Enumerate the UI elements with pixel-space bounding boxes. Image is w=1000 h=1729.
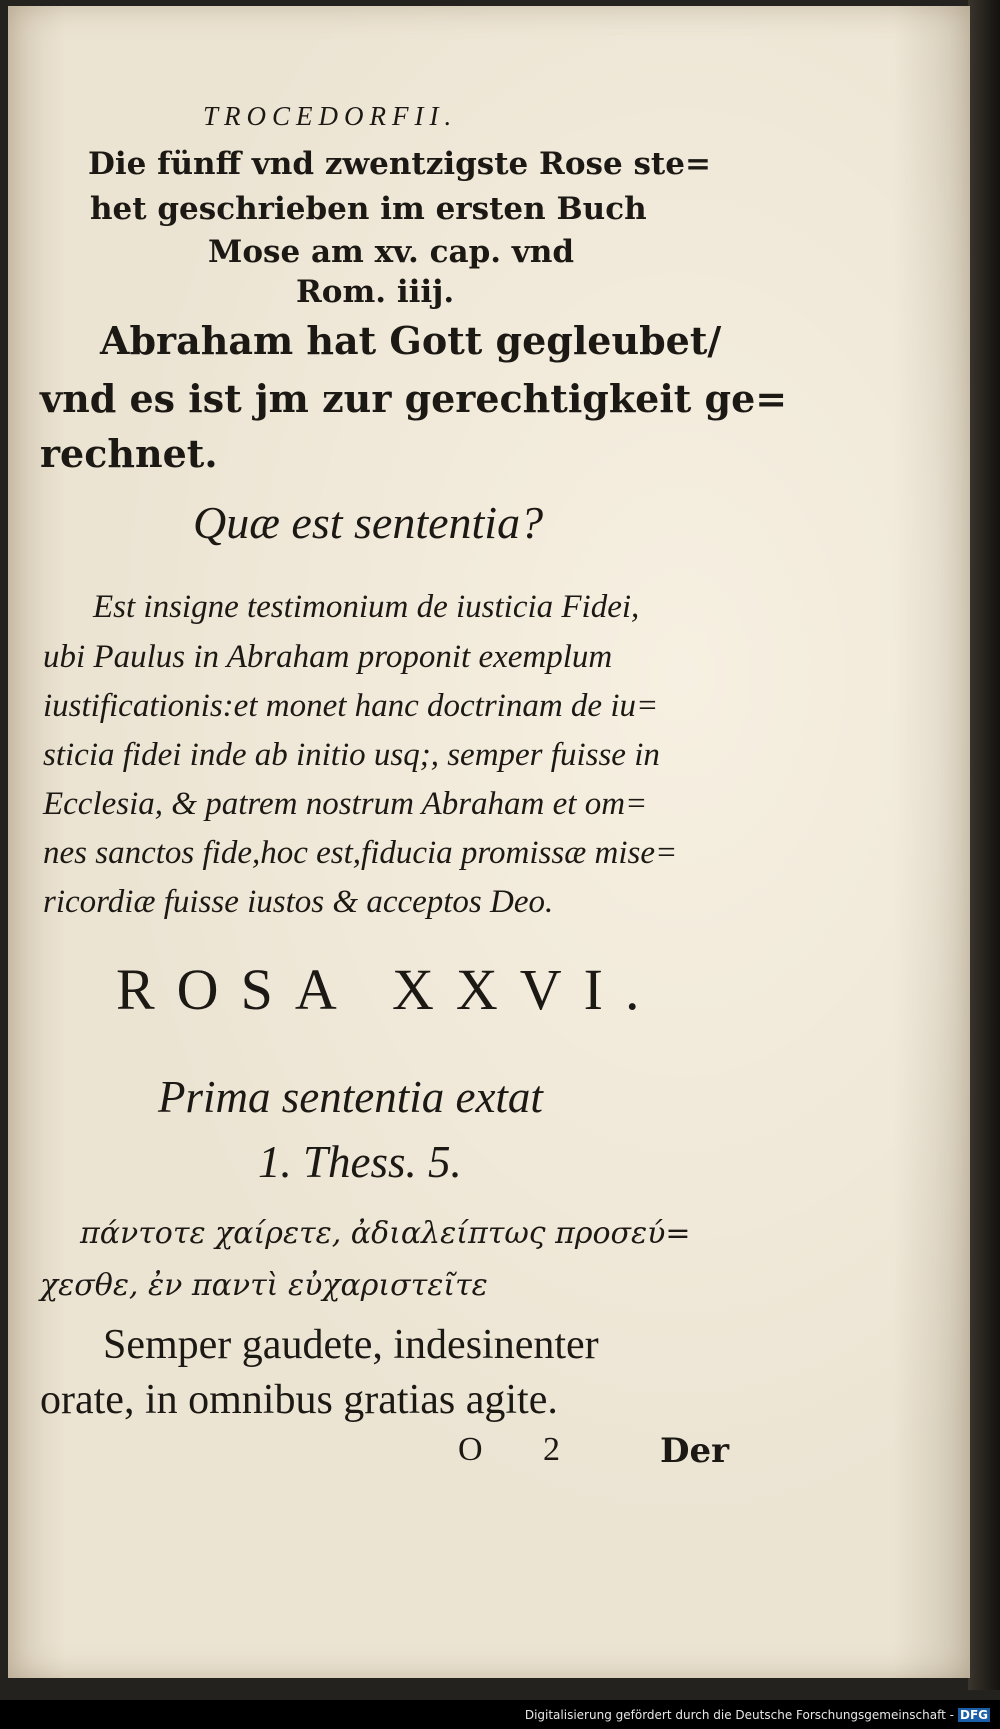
heading-line-2: het geschrieben im ersten Buch: [90, 191, 647, 227]
latin-line-5: Ecclesia, & patrem nostrum Abraham et om=: [43, 786, 648, 822]
question-heading: Quæ est sententia?: [193, 497, 544, 548]
signature-mark: O 2: [458, 1431, 587, 1468]
page-text: [8, 6, 970, 1678]
greek-line-1: πάντοτε χαίρετε, ἀδιαλείπτως προσεύ=: [80, 1216, 691, 1251]
latin-line-3: iustificationis:et monet hanc doctrinam de iu=: [43, 688, 659, 724]
prima-line-2: 1. Thess. 5.: [258, 1137, 462, 1187]
heading-line-4: Rom. iiij.: [296, 274, 455, 310]
latin-line-6: nes sanctos fide,hoc est,fiducia promissæ mise=: [43, 835, 678, 871]
dfg-logo: DFG: [959, 1708, 988, 1722]
latin-line-7: ricordiæ fuisse iustos & acceptos Deo.: [43, 884, 554, 920]
book-binding-edge: [968, 0, 1000, 1690]
running-head: TROCEDORFII.: [203, 101, 458, 131]
latin-line-2: ubi Paulus in Abraham proponit exemplum: [43, 639, 613, 675]
verse-line-2: vnd es ist jm zur gerechtigkeit ge=: [40, 376, 788, 421]
verse-line-1: Abraham hat Gott gegleubet/: [100, 318, 722, 363]
prima-line-1: Prima sententia extat: [158, 1072, 543, 1122]
latin-line-1: Est insigne testimonium de iusticia Fidei,: [93, 589, 640, 625]
footer-credit: [525, 1708, 990, 1722]
catchword: Der: [660, 1431, 730, 1471]
rosa-title: ROSA XXVI.: [116, 957, 662, 1022]
book-page: [8, 6, 970, 1678]
heading-line-1: Die fünff vnd zwentzigste Rose ste=: [88, 146, 711, 182]
semper-line-2: orate, in omnibus gratias agite.: [40, 1377, 558, 1423]
footer-bar: [0, 1700, 1000, 1729]
heading-line-3: Mose am xv. cap. vnd: [208, 234, 575, 270]
greek-line-2: χεσθε, ἐν παντὶ εὐχαριστεῖτε: [40, 1268, 488, 1303]
semper-line-1: Semper gaudete, indesinenter: [103, 1322, 599, 1368]
verse-line-3: rechnet.: [40, 431, 218, 476]
footer-credit-text: Digitalisierung gefördert durch die Deutsche Forschungsgemeinschaft -: [524, 1708, 954, 1722]
latin-line-4: sticia fidei inde ab initio usq;, semper fuisse in: [43, 737, 660, 773]
